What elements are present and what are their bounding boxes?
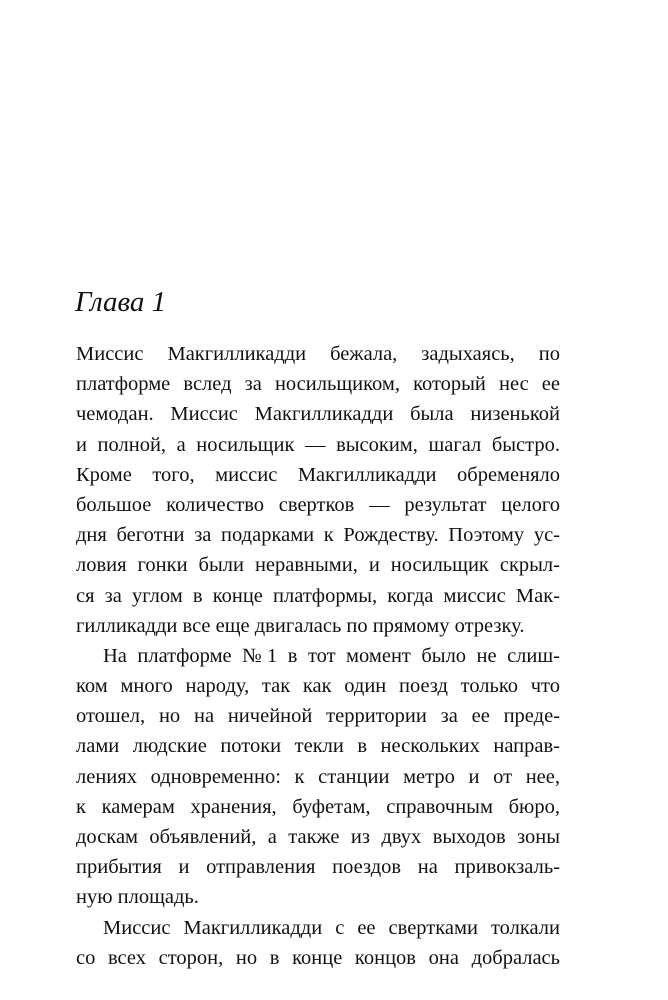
text-line: ную площадь. — [76, 886, 199, 909]
text-line: большое количество свертков — результат целого — [76, 493, 560, 516]
text-line: ся за углом в конце платформы, когда миссис Мак- — [76, 584, 560, 607]
text-line: доскам объявлений, а также из двух выходов зоны — [76, 826, 560, 848]
text-line: Миссис Макгилликадди с ее свертками толкали — [103, 916, 560, 939]
text-line: Миссис Макгилликадди бежала, задыхаясь, по — [76, 343, 560, 365]
text-line: На платформе №1 в тот момент было не слиш- — [103, 644, 560, 667]
text-line: чемодан. Миссис Макгилликадди была низенькой — [76, 403, 560, 426]
text-line: дня беготни за подарками к Рождеству. Поэтому ус- — [76, 524, 560, 547]
chapter-title: Глава 1 — [75, 286, 167, 318]
text-line: ком много народу, так как один поезд только что — [76, 675, 560, 698]
text-line: отошел, но на ничейной территории за ее преде- — [76, 705, 560, 728]
text-line: и полной, а носильщик — высоким, шагал быстро. — [76, 433, 560, 456]
text-line: лениях одновременно: к станции метро и от нее, — [76, 765, 560, 788]
text-line: со всех сторон, но в конце концов она добралась — [76, 946, 560, 969]
text-line: к камерам хранения, буфетам, справочным бюро, — [76, 795, 560, 818]
text-line: гилликадди все еще двигалась по прямому отрезку. — [76, 614, 525, 637]
text-line: Кроме того, миссис Макгилликадди обременяло — [76, 463, 560, 486]
chapter-body — [76, 339, 560, 973]
text-line: лами людские потоки текли в нескольких направ- — [76, 735, 560, 758]
text-line: прибытия и отправления поездов на привокзаль- — [76, 856, 560, 879]
text-line: ловия гонки были неравными, и носильщик скрыл- — [76, 554, 560, 577]
text-line: платформе вслед за носильщиком, который нес ее — [76, 373, 560, 396]
